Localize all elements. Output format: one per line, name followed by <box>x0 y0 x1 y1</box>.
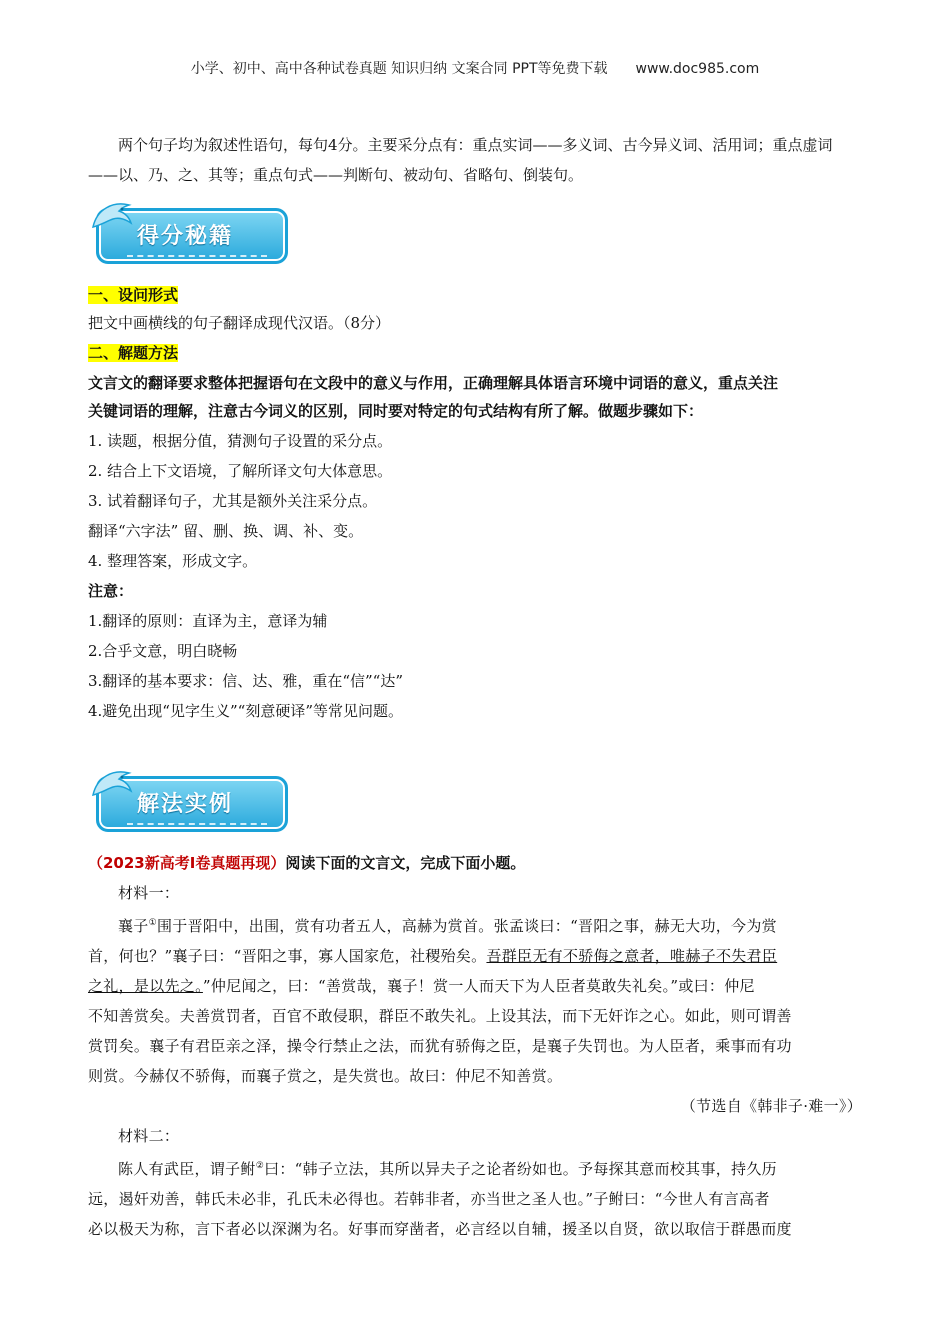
header-site-link[interactable]: www.doc985.com <box>635 61 760 77</box>
material1-line: 不知善赏矣。夫善赏罚者，百官不敢侵职，群臣不敢失礼。上设其法，而下无奸诈之心。如此，则可谓善 <box>88 1007 792 1025</box>
wave-decoration <box>127 815 267 825</box>
exam-instruction: 阅读下面的文言文，完成下面小题。 <box>285 854 526 872</box>
note-item: 3.翻译的基本要求：信、达、雅，重在“信”“达” <box>88 672 403 690</box>
banner-scoring-secrets <box>96 208 288 264</box>
section2-heading: 二、解题方法 <box>88 344 179 362</box>
section1-text: 把文中画横线的句子翻译成现代汉语。（8分） <box>88 314 391 332</box>
example-instruction-line <box>88 852 862 873</box>
dolphin-icon <box>89 765 137 805</box>
footnote-marker: ② <box>255 1161 265 1171</box>
dolphin-icon <box>89 197 137 237</box>
note-item: 1.翻译的原则：直译为主，意译为辅 <box>88 612 328 630</box>
banner-title: 解法实例 <box>137 792 234 817</box>
material1-line: 则赏。今赫仅不骄侮，而襄子赏之，是失赏也。故曰：仲尼不知善赏。 <box>88 1067 563 1085</box>
note-item: 2.合乎文意，明白晓畅 <box>88 642 238 660</box>
notes-heading: 注意： <box>88 582 134 600</box>
step-item: 2. 结合上下文语境，了解所译文句大体意思。 <box>88 462 393 480</box>
material1-line: 首，何也？”襄子曰：“晋阳之事，寡人国家危，社稷殆矣。吾群臣无有不骄侮之意者，唯赫子不失君臣 <box>88 947 778 965</box>
intro-paragraph: 两个句子均为叙述性语句，每句4分。主要采分点有：重点实词——多义词、古今异义词、活用词；重点虚词——以、乃、之、其等；重点句式——判断句、被动句、省略句、倒装句。 <box>88 136 833 184</box>
footnote-marker: ① <box>148 918 157 928</box>
step-item: 1. 读题，根据分值，猜测句子设置的采分点。 <box>88 432 393 450</box>
section1-heading: 一、设问形式 <box>88 286 179 304</box>
note-item: 4.避免出现“见字生义”“刻意硬译”等常见问题。 <box>88 702 403 720</box>
page-header <box>0 58 950 78</box>
material2-label: 材料二： <box>118 1127 180 1145</box>
step-item: 翻译“六字法” 留、删、换、调、补、变。 <box>88 522 364 540</box>
header-text: 小学、初中、高中各种试卷真题 知识归纳 文案合同 PPT等免费下载 <box>190 61 608 77</box>
material2-line: 陈人有武臣，谓子鲋②曰：“韩子立法，其所以异夫子之论者纷如也。予每探其意而校其事，持久历 <box>118 1160 777 1178</box>
material1-line: 襄子①围于晋阳中，出围，赏有功者五人，高赫为赏首。张孟谈曰：“晋阳之事，赫无大功，今为赏 <box>118 917 777 935</box>
step-item: 3. 试着翻译句子，尤其是额外关注采分点。 <box>88 492 378 510</box>
material1-line: 之礼，是以先之。”仲尼闻之，曰：“善赏哉，襄子！赏一人而天下为人臣者莫敢失礼矣。”或曰：仲尼 <box>88 977 755 995</box>
material1-source: （节选自《韩非子·难一》） <box>680 1097 862 1115</box>
material2-line: 远，遏奸劝善，韩氏未必非，孔氏未必得也。若韩非者，亦当世之圣人也。”子鲋曰：“今世人有言高者 <box>88 1190 770 1208</box>
material1 <box>88 878 862 1244</box>
underlined-sentence: 吾群臣无有不骄侮之意者，唯赫子不失君臣 <box>486 947 778 965</box>
step-item: 4. 整理答案，形成文字。 <box>88 552 258 570</box>
exam-source-tag: （2023新高考Ⅰ卷真题再现） <box>88 854 286 872</box>
material2-line: 必以极天为称，言下者必以深渊为名。好事而穿凿者，必言经以自辅，援圣以自贤，欲以取信于群愚而度 <box>88 1220 792 1238</box>
underlined-sentence: 之礼，是以先之。 <box>88 977 203 995</box>
section2-bold-line2: 关键词语的理解，注意古今词义的区别，同时要对特定的句式结构有所了解。做题步骤如下： <box>88 402 704 420</box>
banner-title: 得分秘籍 <box>137 224 234 249</box>
banner-solution-examples <box>96 776 288 832</box>
material1-label: 材料一： <box>118 884 180 902</box>
section2-bold-line1: 文言文的翻译要求整体把握语句在文段中的意义与作用，正确理解具体语言环境中词语的意义，重点关注 <box>88 374 779 392</box>
wave-decoration <box>127 247 267 257</box>
material1-line: 赏罚矣。襄子有君臣亲之泽，操令行禁止之法，而犹有骄侮之臣，是襄子失罚也。为人臣者，乘事而有功 <box>88 1037 792 1055</box>
